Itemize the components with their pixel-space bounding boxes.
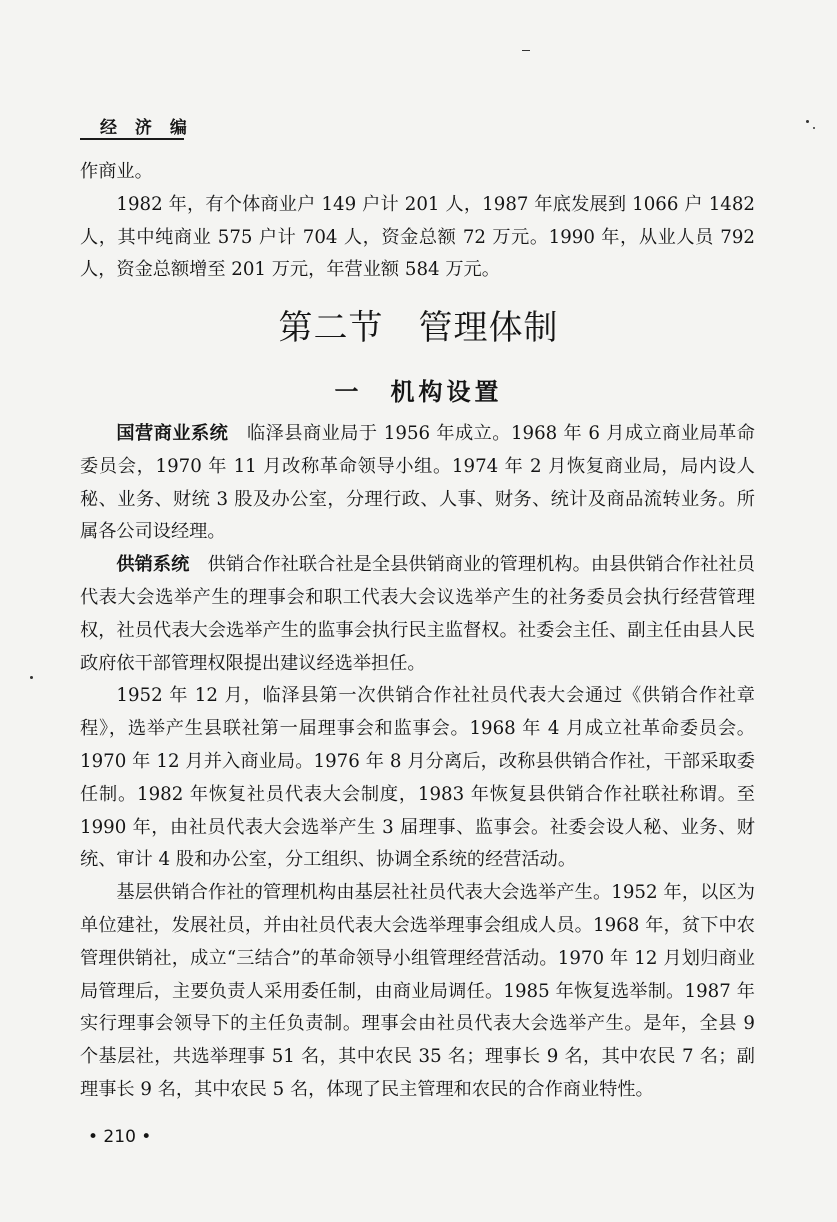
- continuation-text: 作商业。: [80, 161, 153, 182]
- intro-block: [80, 156, 755, 287]
- paragraph-lead: 供销系统: [116, 554, 190, 576]
- scan-speck: [813, 127, 815, 129]
- paragraph-text: 供销合作社联合社是全县供销商业的管理机构。由县供销合作社社员代表大会选举产生的理事会和职工代表大会议选举产生的社务委员会执行经营管理权，社员代表大会选举产生的监事会执行民主监督权。社委会主任、副主任由县人民政府依干部管理权限提出建议经选举担任。: [80, 554, 755, 674]
- main-text: [80, 418, 755, 1107]
- section-title: 第二节 管理体制: [278, 308, 559, 348]
- scan-speck: [806, 120, 809, 123]
- page-number: • 210 •: [88, 1127, 152, 1147]
- intro-paragraph: 1982 年，有个体商业户 149 户计 201 人，1987 年底发展到 1066 户 1482 人，其中纯商业 575 户计 704 人，资金总额 72 万元。1990 年，从业人员 792 人，资金总额增至 201 万元，年营业额 584 万元。: [80, 193, 755, 281]
- scan-speck: [522, 50, 530, 51]
- paragraph-grassroots: [80, 877, 755, 1107]
- header-label: 经 济 编: [100, 118, 193, 138]
- paragraph-history: [80, 680, 755, 877]
- paragraph-state-commerce: [80, 418, 755, 549]
- paragraph-text: 基层供销合作社的管理机构由基层社社员代表大会选举产生。1952 年，以区为单位建社，发展社员，并由社员代表大会选举理事会组成人员。1968 年，贫下中农管理供销社，成立“三结合”的革命领导小组管理经营活动。1970 年 12 月划归商业局管理后，主要负责人采用委任制，由商业局调任。1985 年恢复选举制。1987 年实行理事会领导下的主任负责制。理事会由社员代表大会选举产生。是年，全县 9 个基层社，共选举理事 51 名，其中农民 35 名；理事长 9 名，其中农民 7 名；副理事长 9 名，其中农民 5 名，体现了民主管理和农民的合作商业特性。: [80, 882, 755, 1100]
- header-rule: [80, 138, 184, 140]
- paragraph-supply-marketing: [80, 549, 755, 680]
- subsection-title: 一 机构设置: [334, 377, 503, 406]
- paragraph-text: 1952 年 12 月，临泽县第一次供销合作社社员代表大会通过《供销合作社章程》，选举产生县联社第一届理事会和监事会。1968 年 4 月成立社革命委员会。1970 年 12 月并入商业局。1976 年 8 月分离后，改称县供销合作社，干部采取委任制。1982 年恢复社员代表大会制度，1983 年恢复县供销合作社联社称谓。至 1990 年，由社员代表大会选举产生 3 届理事、监事会。社委会设人秘、业务、财统、审计 4 股和办公室，分工组织、协调全系统的经营活动。: [80, 685, 755, 871]
- paragraph-lead: 国营商业系统: [116, 423, 229, 444]
- scan-speck: [30, 676, 33, 679]
- paragraph-text: 临泽县商业局于 1956 年成立。1968 年 6 月成立商业局革命委员会，1970 年 11 月改称革命领导小组。1974 年 2 月恢复商业局，局内设人秘、业务、财统 3 股及办公室，分理行政、人事、财务、统计及商品流转业务。所属各公司设经理。: [80, 423, 755, 543]
